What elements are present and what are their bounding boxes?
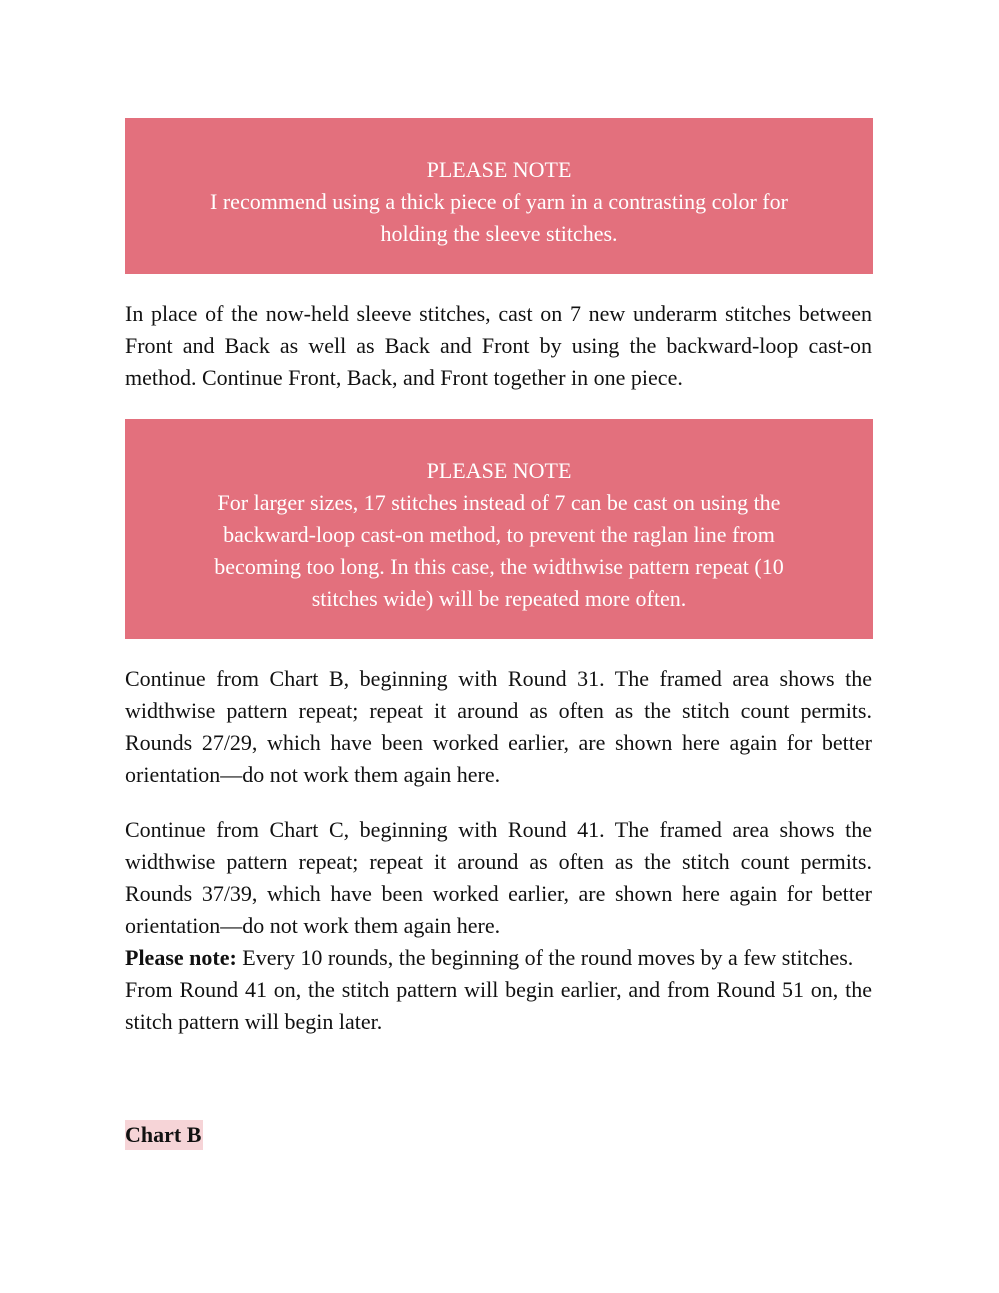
chart-c-instructions-paragraph bbox=[125, 814, 872, 1038]
please-note-text: Every 10 rounds, the beginning of the round moves by a few stitches. bbox=[236, 945, 854, 970]
please-note-box-2 bbox=[125, 419, 873, 639]
chart-c-instructions-text: Continue from Chart C, beginning with Round 41. The framed area shows the widthwise pattern repeat; repeat it around as often as the stitch count permits. Rounds 37/39, which have been worked earlier, are shown here again for better orientation—do not work them again here. bbox=[125, 817, 872, 938]
note-body: I recommend using a thick piece of yarn in a contrasting color for holding the sleeve stitches. bbox=[210, 189, 788, 246]
underarm-cast-on-paragraph: In place of the now-held sleeve stitches, cast on 7 new underarm stitches between Front and Back as well as Back and Front by using the backward-loop cast-on method. Continue Front, Back, and Front together in one piece. bbox=[125, 301, 872, 390]
note-body: For larger sizes, 17 stitches instead of 7 can be cast on using the backward-loop cast-on method, to prevent the raglan line from becoming too long. In this case, the widthwise pattern repeat (10 stitches wide) will be repeated more often. bbox=[214, 490, 784, 611]
note-title: PLEASE NOTE bbox=[426, 157, 572, 182]
please-note-box-1 bbox=[125, 118, 873, 274]
please-note-label: Please note: bbox=[125, 945, 237, 970]
please-note-line bbox=[125, 942, 872, 974]
chart-b-instructions-paragraph: Continue from Chart B, beginning with Round 31. The framed area shows the widthwise pattern repeat; repeat it around as often as the stitch count permits. Rounds 27/29, which have been worked earlier, are shown here again for better orientation—do not work them again here. bbox=[125, 666, 872, 787]
note-title: PLEASE NOTE bbox=[426, 458, 572, 483]
chart-b-heading: Chart B bbox=[125, 1120, 203, 1150]
round-shift-text: From Round 41 on, the stitch pattern will begin earlier, and from Round 51 on, the stitch pattern will begin later. bbox=[125, 977, 872, 1034]
